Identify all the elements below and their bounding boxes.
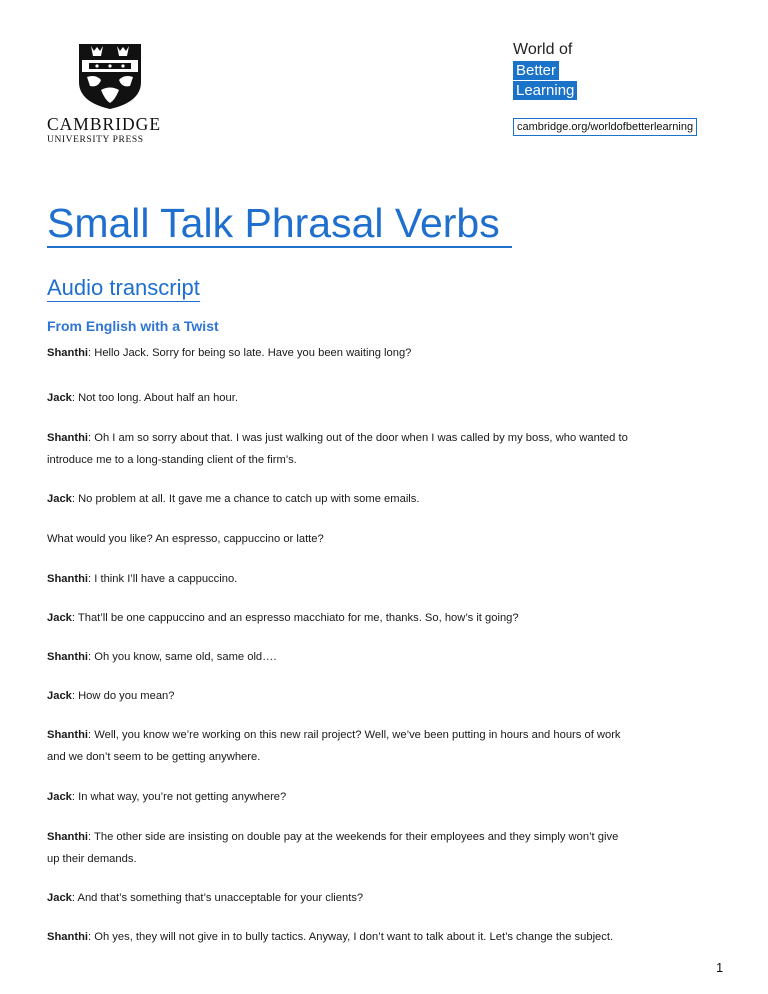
page-number: 1	[716, 960, 724, 975]
wobl-url-link[interactable]: cambridge.org/worldofbetterlearning	[513, 118, 697, 136]
speaker-name: Shanthi	[47, 347, 89, 359]
speaker-name: Jack	[47, 892, 72, 904]
dialogue-line	[47, 387, 727, 409]
document-title: Small Talk Phrasal Verbs	[47, 200, 512, 248]
publisher-name: CAMBRIDGE	[47, 114, 162, 134]
dialogue-text: : Not too long. About half an hour.	[71, 392, 238, 404]
dialogue-line	[47, 607, 727, 629]
dialogue-line	[47, 528, 727, 550]
dialogue-text: : No problem at all. It gave me a chance to catch up with some emails.	[71, 493, 420, 505]
dialogue-text: : Well, you know we’re working on this new rail project? Well, we’ve been putting in hours and hours of work	[88, 729, 621, 741]
dialogue-line	[47, 685, 727, 707]
dialogue-line	[47, 724, 727, 768]
dialogue-line	[47, 488, 727, 510]
speaker-name: Jack	[47, 791, 72, 803]
dialogue-text-continued: up their demands.	[47, 853, 137, 865]
dialogue-text: : Oh yes, they will not give in to bully tactics. Anyway, I don’t want to talk about it. Let’s change the subject.	[88, 931, 614, 943]
dialogue-text: : And that’s something that’s unacceptable for your clients?	[71, 892, 364, 904]
dialogue-text-continued: and we don’t seem to be getting anywhere.	[47, 751, 261, 763]
dialogue-text: : How do you mean?	[71, 690, 175, 702]
dialogue-text: : Oh you know, same old, same old….	[88, 651, 277, 663]
wobl-line-3: Learning	[513, 81, 577, 100]
speaker-name: Jack	[47, 690, 72, 702]
speaker-name: Jack	[47, 493, 72, 505]
dialogue-line	[47, 342, 727, 364]
dialogue-line	[47, 826, 727, 870]
dialogue-text: What would you like? An espresso, cappuccino or latte?	[47, 533, 324, 545]
speaker-name: Shanthi	[47, 432, 89, 444]
dialogue-text: : That’ll be one cappuccino and an espresso macchiato for me, thanks. So, how’s it going?	[71, 612, 519, 624]
speaker-name: Jack	[47, 392, 72, 404]
dialogue-line	[47, 646, 727, 668]
wobl-line-2: Better	[513, 61, 559, 80]
dialogue-line	[47, 427, 727, 471]
speaker-name: Shanthi	[47, 931, 89, 943]
dialogue-text-continued: introduce me to a long-standing client of the firm’s.	[47, 454, 297, 466]
dialogue-text: : In what way, you’re not getting anywhere?	[71, 791, 287, 803]
dialogue-line	[47, 926, 727, 948]
document-subtitle: Audio transcript	[47, 275, 200, 300]
cambridge-crest-icon	[77, 42, 143, 110]
source-heading: From English with a Twist	[47, 318, 219, 334]
wobl-line-1: World of	[513, 41, 573, 58]
cambridge-logo	[47, 42, 172, 145]
speaker-name: Shanthi	[47, 729, 89, 741]
speaker-name: Shanthi	[47, 651, 89, 663]
speaker-name: Shanthi	[47, 831, 89, 843]
dialogue-text: : I think I’ll have a cappuccino.	[88, 573, 238, 585]
dialogue-text: : Hello Jack. Sorry for being so late. Have you been waiting long?	[88, 347, 412, 359]
speaker-name: Jack	[47, 612, 72, 624]
dialogue-line	[47, 887, 727, 909]
dialogue-text: : Oh I am so sorry about that. I was just walking out of the door when I was called by my boss, who wanted to	[88, 432, 628, 444]
world-of-better-learning-logo	[513, 40, 694, 133]
dialogue-line	[47, 786, 727, 808]
publisher-subtitle: UNIVERSITY PRESS	[47, 135, 144, 145]
dialogue-line	[47, 568, 727, 590]
dialogue-text: : The other side are insisting on double pay at the weekends for their employees and they simply won’t give	[88, 831, 619, 843]
speaker-name: Shanthi	[47, 573, 89, 585]
